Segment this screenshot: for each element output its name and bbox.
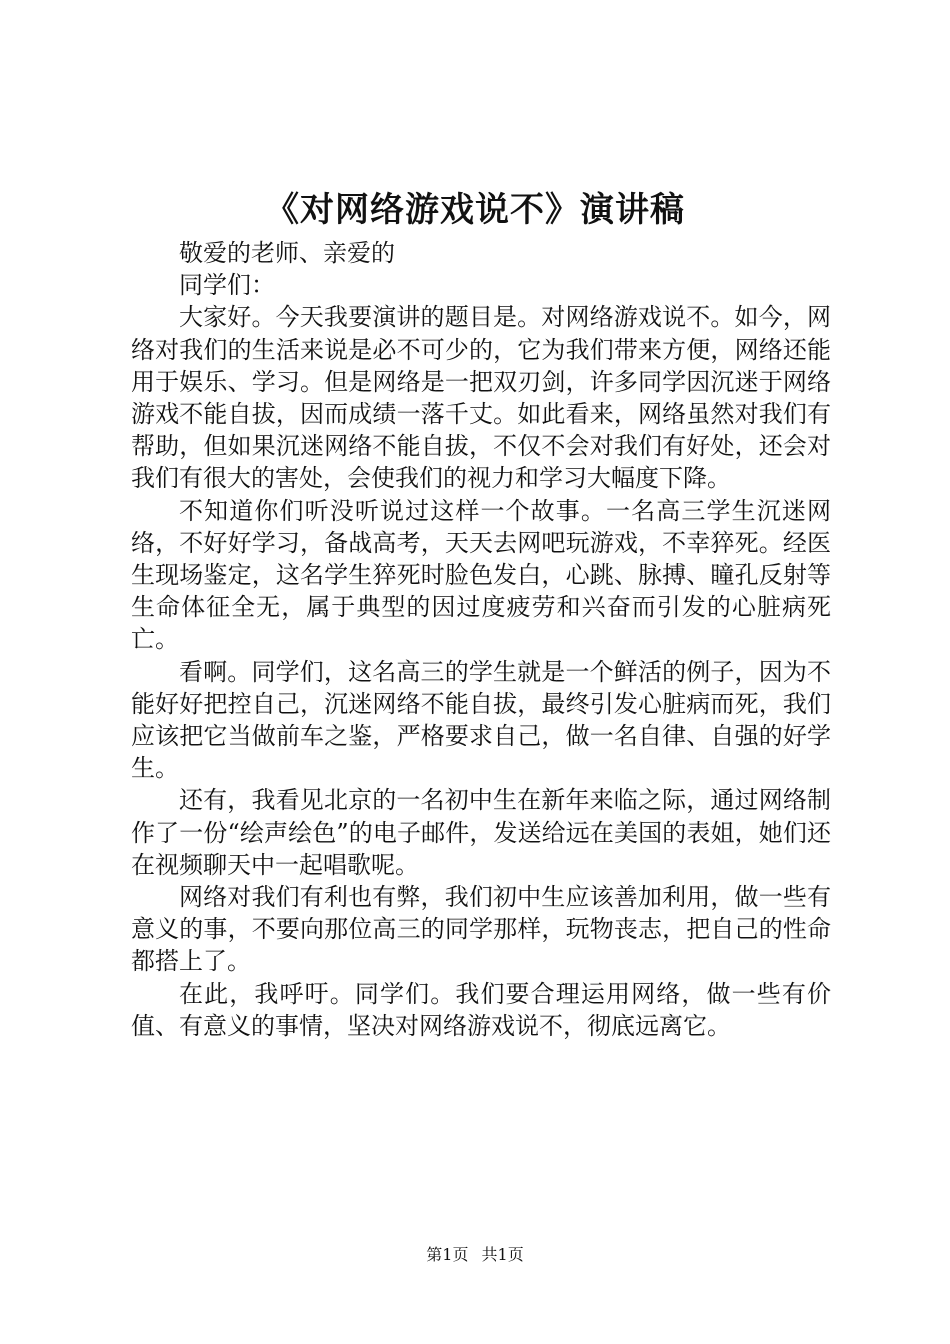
paragraph: 网络对我们有利也有弊，我们初中生应该善加利用，做一些有意义的事，不要向那位高三的同学那样，玩物丧志，把自己的性命都搭上了。 xyxy=(131,883,831,976)
salutation: 敬爱的老师、亲爱的同学们： xyxy=(179,239,395,300)
paragraph: 不知道你们听没听说过这样一个故事。一名高三学生沉迷网络，不好好学习，备战高考，天天去网吧玩游戏，不幸猝死。经医生现场鉴定，这名学生猝死时脸色发白，心跳、脉搏、瞳孔反射等生命体征全无，属于典型的因过度疲劳和兴奋而引发的心脏病死亡。 xyxy=(131,496,831,654)
paragraph: 看啊。同学们，这名高三的学生就是一个鲜活的例子，因为不能好好把控自己，沉迷网络不能自拔，最终引发心脏病而死，我们应该把它当做前车之鉴，严格要求自己，做一名自律、自强的好学生。 xyxy=(131,657,831,783)
page-number: 第1页 xyxy=(426,1245,469,1264)
paragraph: 还有，我看见北京的一名初中生在新年来临之际，通过网络制作了一份“绘声绘色”的电子邮件，发送给远在美国的表姐，她们还在视频聊天中一起唱歌呢。 xyxy=(131,786,831,879)
page-footer xyxy=(0,1244,950,1266)
paragraph: 大家好。今天我要演讲的题目是。对网络游戏说不。如今，网络对我们的生活来说是必不可少的，它为我们带来方便，网络还能用于娱乐、学习。但是网络是一把双刃剑，许多同学因沉迷于网络游戏不能自拔，因而成绩一落千丈。如此看来，网络虽然对我们有帮助，但如果沉迷网络不能自拔，不仅不会对我们有好处，还会对我们有很大的害处，会使我们的视力和学习大幅度下降。 xyxy=(131,303,831,493)
document-title: 《对网络游戏说不》演讲稿 xyxy=(265,190,685,230)
document-body xyxy=(131,237,831,1042)
page-count: 共1页 xyxy=(481,1245,524,1264)
paragraph: 在此，我呼吁。同学们。我们要合理运用网络，做一些有价值、有意义的事情，坚决对网络游戏说不，彻底远离它。 xyxy=(131,979,831,1040)
